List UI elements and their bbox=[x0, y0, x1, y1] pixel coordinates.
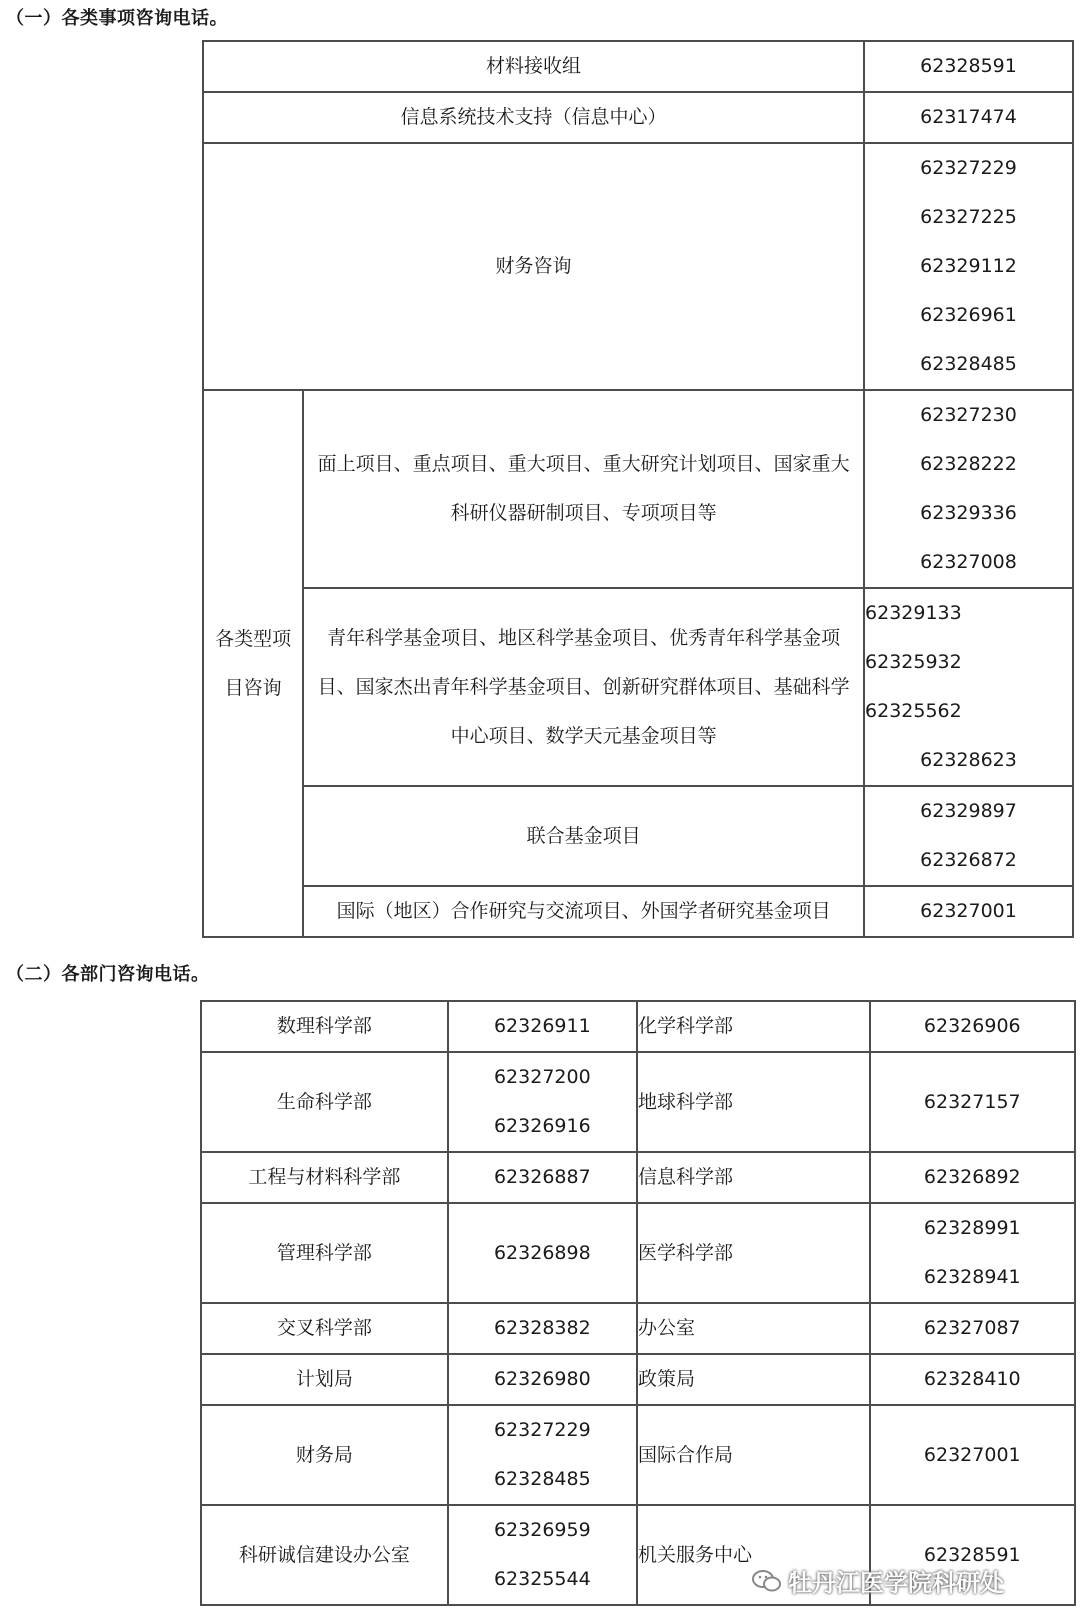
department-name: 工程与材料科学部 bbox=[201, 1152, 448, 1203]
phone-number: 62327200 bbox=[493, 1066, 591, 1088]
phone-cell bbox=[870, 1354, 1075, 1405]
phone-cell bbox=[864, 886, 1073, 937]
department-name: 医学科学部 bbox=[637, 1203, 870, 1303]
phone-number: 62328410 bbox=[923, 1368, 1021, 1390]
table-row bbox=[203, 886, 1073, 937]
group-label bbox=[203, 390, 303, 937]
table-row bbox=[201, 1203, 1075, 1303]
phone-cell bbox=[448, 1303, 637, 1354]
phone-cell bbox=[864, 588, 1073, 786]
phone-number: 62327008 bbox=[920, 551, 1017, 573]
phone-number: 62326892 bbox=[923, 1166, 1021, 1188]
phone-number: 62328591 bbox=[920, 55, 1017, 77]
phone-number: 62326916 bbox=[493, 1115, 591, 1137]
row-label-line: 面上项目、重点项目、重大项目、重大研究计划项目、国家重大 bbox=[317, 453, 850, 475]
phone-number: 62328382 bbox=[493, 1317, 591, 1339]
phone-number: 62328991 bbox=[923, 1217, 1021, 1239]
phone-cell bbox=[864, 786, 1073, 886]
row-label: 材料接收组 bbox=[203, 41, 864, 92]
phone-cell bbox=[448, 1052, 637, 1152]
phone-number: 62326961 bbox=[920, 304, 1017, 326]
phone-cell bbox=[870, 1303, 1075, 1354]
phone-number: 62328222 bbox=[920, 453, 1017, 475]
table-row bbox=[201, 1405, 1075, 1505]
row-label-line: 科研仪器研制项目、专项项目等 bbox=[450, 502, 717, 524]
table-row bbox=[203, 390, 1073, 588]
phone-number: 62326872 bbox=[920, 849, 1017, 871]
phone-cell bbox=[870, 1152, 1075, 1203]
row-label-line: 青年科学基金项目、地区科学基金项目、优秀青年科学基金项 bbox=[327, 626, 841, 649]
section2-heading: （二）各部门咨询电话。 bbox=[6, 964, 210, 985]
department-name: 地球科学部 bbox=[637, 1052, 870, 1152]
table-row bbox=[201, 1354, 1075, 1405]
phone-cell bbox=[864, 92, 1073, 143]
phone-cell bbox=[870, 1001, 1075, 1052]
phone-number: 62327001 bbox=[920, 900, 1017, 922]
phone-cell bbox=[864, 390, 1073, 588]
department-table bbox=[200, 1000, 1076, 1606]
phone-cell bbox=[870, 1203, 1075, 1303]
department-name: 化学科学部 bbox=[637, 1001, 870, 1052]
table-row bbox=[201, 1303, 1075, 1354]
phone-number: 62326980 bbox=[493, 1368, 591, 1390]
phone-number: 62328485 bbox=[493, 1468, 591, 1490]
phone-number: 62327229 bbox=[920, 157, 1017, 179]
phone-number: 62329897 bbox=[920, 800, 1017, 822]
phone-number: 62328591 bbox=[923, 1543, 1021, 1566]
phone-number: 62325544 bbox=[493, 1568, 591, 1590]
department-name: 信息科学部 bbox=[637, 1152, 870, 1203]
watermark bbox=[752, 1563, 1004, 1598]
watermark-text: 牡丹江医学院科研处 bbox=[788, 1569, 1004, 1597]
phone-number: 62326959 bbox=[493, 1519, 591, 1541]
row-label: 联合基金项目 bbox=[303, 786, 864, 886]
phone-number: 62329112 bbox=[920, 255, 1017, 277]
row-label: 信息系统技术支持（信息中心） bbox=[203, 92, 864, 143]
consult-table bbox=[202, 40, 1074, 938]
department-name: 机关服务中心 bbox=[637, 1505, 870, 1605]
group-label-line: 各类型项 bbox=[215, 627, 292, 650]
department-name: 政策局 bbox=[637, 1354, 870, 1405]
phone-number: 62326898 bbox=[493, 1241, 591, 1264]
phone-number: 62327229 bbox=[493, 1419, 591, 1441]
phone-cell bbox=[870, 1405, 1075, 1505]
phone-number: 62317474 bbox=[920, 106, 1017, 128]
phone-number: 62325932 bbox=[865, 651, 962, 673]
phone-number: 62327230 bbox=[920, 404, 1017, 426]
table-row bbox=[203, 588, 1073, 786]
row-label: 财务咨询 bbox=[203, 143, 864, 390]
phone-cell bbox=[870, 1052, 1075, 1152]
phone-number: 62327157 bbox=[923, 1090, 1021, 1113]
phone-number: 62327087 bbox=[923, 1317, 1021, 1339]
phone-cell bbox=[448, 1152, 637, 1203]
phone-number: 62325562 bbox=[865, 700, 962, 722]
phone-number: 62327001 bbox=[923, 1443, 1021, 1466]
wechat-icon bbox=[752, 1569, 782, 1593]
phone-number: 62326906 bbox=[923, 1015, 1021, 1037]
table-row bbox=[203, 143, 1073, 390]
phone-cell bbox=[448, 1405, 637, 1505]
department-name: 科研诚信建设办公室 bbox=[201, 1505, 448, 1605]
phone-cell bbox=[448, 1354, 637, 1405]
department-name: 管理科学部 bbox=[201, 1203, 448, 1303]
phone-number: 62328485 bbox=[920, 353, 1017, 375]
department-name: 计划局 bbox=[201, 1354, 448, 1405]
row-label bbox=[303, 588, 864, 786]
department-name: 财务局 bbox=[201, 1405, 448, 1505]
department-name: 办公室 bbox=[637, 1303, 870, 1354]
row-label-line: 中心项目、数学天元基金项目等 bbox=[450, 724, 717, 747]
phone-cell bbox=[448, 1203, 637, 1303]
table-row bbox=[203, 786, 1073, 886]
phone-number: 62327225 bbox=[920, 206, 1017, 228]
table-row bbox=[201, 1152, 1075, 1203]
table-row bbox=[201, 1052, 1075, 1152]
department-name: 国际合作局 bbox=[637, 1405, 870, 1505]
table-row bbox=[203, 41, 1073, 92]
row-label-line: 目、国家杰出青年科学基金项目、创新研究群体项目、基础科学 bbox=[317, 675, 850, 698]
table-row bbox=[203, 92, 1073, 143]
phone-number: 62329336 bbox=[920, 502, 1017, 524]
department-name: 生命科学部 bbox=[201, 1052, 448, 1152]
phone-number: 62329133 bbox=[865, 602, 962, 624]
phone-cell bbox=[864, 41, 1073, 92]
phone-number: 62328941 bbox=[923, 1266, 1021, 1288]
row-label: 国际（地区）合作研究与交流项目、外国学者研究基金项目 bbox=[303, 886, 864, 937]
phone-number: 62326887 bbox=[493, 1166, 591, 1188]
row-label bbox=[303, 390, 864, 588]
section1-heading: （一）各类事项咨询电话。 bbox=[6, 8, 228, 29]
department-name: 数理科学部 bbox=[201, 1001, 448, 1052]
department-name: 交叉科学部 bbox=[201, 1303, 448, 1354]
phone-cell bbox=[448, 1505, 637, 1605]
phone-cell bbox=[448, 1001, 637, 1052]
phone-number: 62328623 bbox=[920, 749, 1017, 771]
phone-cell bbox=[864, 143, 1073, 390]
phone-number: 62326911 bbox=[493, 1015, 591, 1037]
group-label-line: 目咨询 bbox=[224, 676, 282, 699]
table-row bbox=[201, 1001, 1075, 1052]
